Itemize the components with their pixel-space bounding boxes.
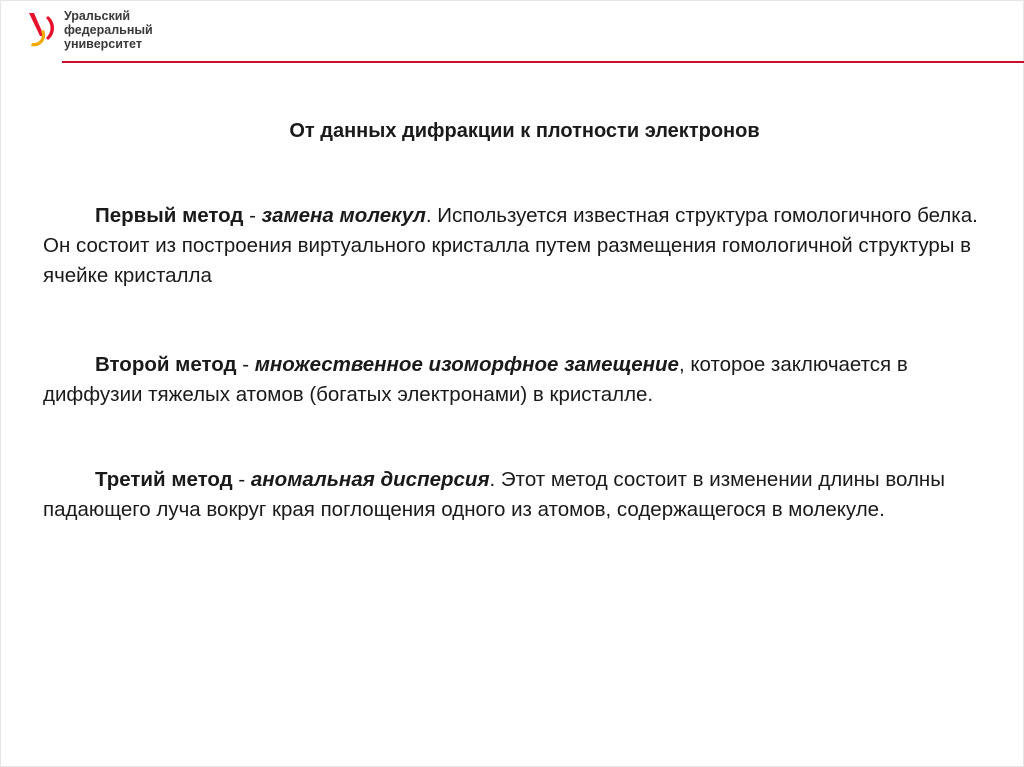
university-name-line: Уральский	[64, 9, 131, 23]
method-description: . Этот метод состоит в изменении длины волны падающего луча вокруг края поглощения одного из атомов, содержащегося в молекуле.	[43, 468, 945, 521]
method-paragraph-2	[43, 350, 998, 410]
university-name-line: федеральный	[64, 23, 153, 37]
slide-content	[43, 110, 998, 525]
method-paragraph-1	[43, 201, 998, 291]
slide-title: От данных дифракции к плотности электронов	[289, 120, 760, 142]
slide-header	[0, 0, 1024, 64]
method-lead: Второй метод	[95, 353, 237, 376]
method-term: аномальная дисперсия	[250, 468, 490, 491]
method-lead: Первый метод	[95, 204, 244, 227]
method-lead: Третий метод	[95, 468, 233, 491]
method-separator: -	[243, 204, 262, 227]
university-name	[64, 9, 153, 51]
method-paragraph-3	[43, 465, 998, 525]
university-name-line: университет	[64, 37, 142, 51]
method-description: . Используется известная структура гомологичного белка. Он состоит из построения виртуального кристалла путем размещения гомологичной структуры в ячейке кристалла	[43, 204, 978, 287]
method-separator: -	[236, 353, 255, 376]
method-separator: -	[232, 468, 251, 491]
method-description: , которое заключается в диффузии тяжелых атомов (богатых электронами) в кристалле.	[43, 353, 908, 406]
method-term: замена молекул	[261, 204, 426, 227]
header-divider	[62, 61, 1024, 63]
university-logo-icon	[26, 10, 60, 50]
method-term: множественное изоморфное замещение	[254, 353, 679, 376]
